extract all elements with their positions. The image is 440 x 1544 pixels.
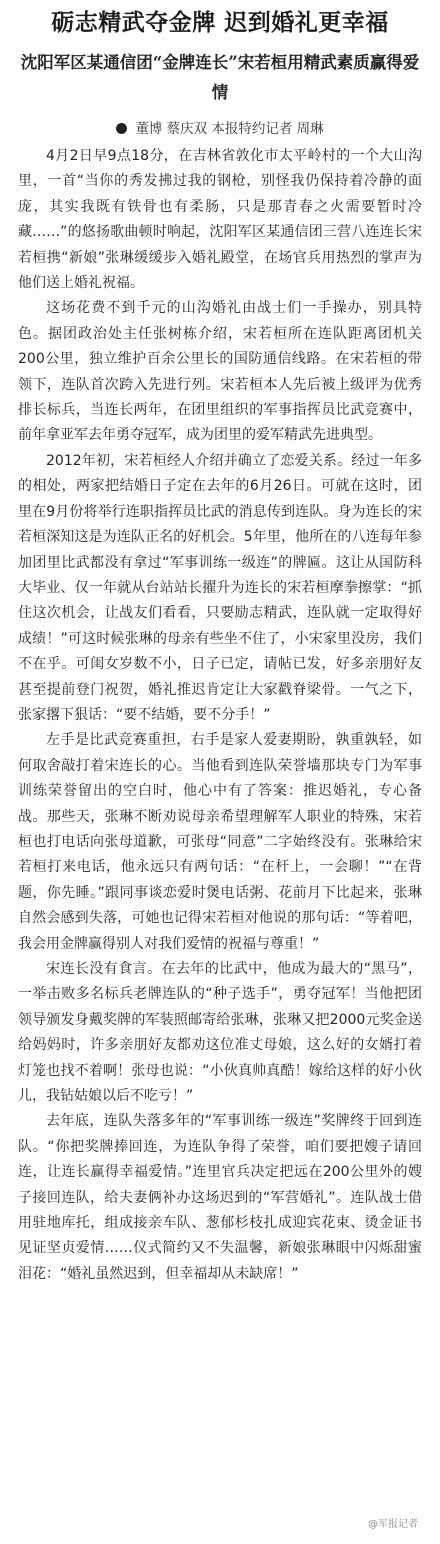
article-byline bbox=[18, 118, 422, 140]
article-paragraph: 这场花费不到千元的山沟婚礼由战士们一手操办，别具特色。据团政治处主任张树栋介绍，宋若桓所在连队距离团机关200公里，独立维护百余公里长的国防通信线路。在宋若桓的带领下，连队首次跨入先进行列。宋若桓本人先后被上级评为优秀排长标兵，当连长两年，在团里组织的军事指挥员比武竞赛中，前年拿亚军去年勇夺冠军，成为团里的爱军精武先进典型。 bbox=[18, 300, 422, 444]
article-body bbox=[18, 144, 422, 1287]
article-paragraph: 2012年初，宋若桓经人介绍并确立了恋爱关系。经过一年多的相处，两家把结婚日子定在去年的6月26日。可就在这时，团里在9月份将举行连职指挥员比武的消息传到连队。身为连长的宋若桓深知这是为连队正名的好机会。5年里，他所在的八连每年参加团里比武都没有拿过“军事训练一级连”的牌匾。这让从国防科大毕业、仅一年就从台站站长擢升为连长的宋若桓摩拳擦掌：“抓住这次机会，让战友们看看，只要励志精武，连队就一定取得好成绩！”可这时候张琳的母亲有些坐不住了，小宋家里没房，我们不在乎。可闺女岁数不小，日子已定，请帖已发，好多亲朋好友甚至提前登门祝贺，婚礼推迟肯定让大家戳脊梁骨。一气之下，张家撂下狠话：“要不结婚，要不分手！” bbox=[18, 452, 422, 723]
article-headline: 砺志精武夺金牌 迟到婚礼更幸福 bbox=[51, 10, 389, 36]
article-paragraph: 4月2日早9点18分，在吉林省敦化市太平岭村的一个大山沟里，一首“当你的秀发拂过我的钢枪，别怪我仍保持着冷静的面庞，其实我既有铁骨也有柔肠，只是那青春之火需要暂时冷藏……”的悠扬歌曲顿时响起，沈阳军区某通信团三营八连连长宋若桓携“新娘”张琳缓缓步入婚礼殿堂，在场官兵用热烈的掌声为他们送上婚礼祝福。 bbox=[18, 148, 422, 292]
article-paragraph: 宋连长没有食言。在去年的比武中，他成为最大的“黑马”，一举击败多名标兵老牌连队的“种子选手”，勇夺冠军！当他把团领导颁发身戴奖牌的军装照邮寄给张琳，张琳又把2000元奖金送给妈妈时，许多亲朋好友都劝这位准丈母娘，这么好的女婿打着灯笼也找不着啊！张母也说：“小伙真帅真酷！嫁给这样的好小伙儿，我钻姑娘以后不吃亏！” bbox=[18, 961, 422, 1105]
article-subheadline: 沈阳军区某通信团“金牌连长”宋若桓用精武素质赢得爱情 bbox=[20, 53, 420, 102]
article-paragraph: 去年底，连队失落多年的“军事训练一级连”奖牌终于回到连队。“你把奖牌捧回连，为连队争得了荣誉，咱们要把嫂子请回连，让连长赢得幸福爱情。”连里官兵决定把远在200公里外的嫂子接回连队，给夫妻俩补办这场迟到的“军营婚礼”。连队战士借用驻地库托，组成接亲车队、葱郁杉枝扎成迎宾花束、烫金证书见证坚贞爱情……仪式简约又不失温馨，新娘张琳眼中闪烁甜蜜泪花：“婚礼虽然迟到，但幸福却从未缺席！” bbox=[18, 1113, 422, 1282]
source-watermark: @军报记者 bbox=[368, 1519, 418, 1530]
article-paragraph: 左手是比武竞赛重担，右手是家人爱妻期盼，孰重孰轻，如何取舍敲打着宋连长的心。当他看到连队荣誉墙那块专门为军事训练荣誉留出的空白时，他心中有了答案：推迟婚礼，专心备战。那些天，张琳不断劝说母亲希望理解军人职业的特殊，宋若桓也打电话向张母道歉，可张母“同意”二字始终没有。张琳给宋若桓打来电话，他永远只有两句话：“在杆上，一会聊！”“在背题，你先睡。”跟同事谈恋爱时煲电话粥、花前月下比起来，张琳自然会感到失落，可她也记得宋若桓对他说的那句话：“等着吧，我会用金牌赢得别人对我们爱情的祝福与尊重！” bbox=[18, 732, 422, 952]
bullet-dot-icon bbox=[116, 123, 127, 134]
byline-text: 董博 蔡庆双 本报特约记者 周琳 bbox=[135, 121, 324, 137]
